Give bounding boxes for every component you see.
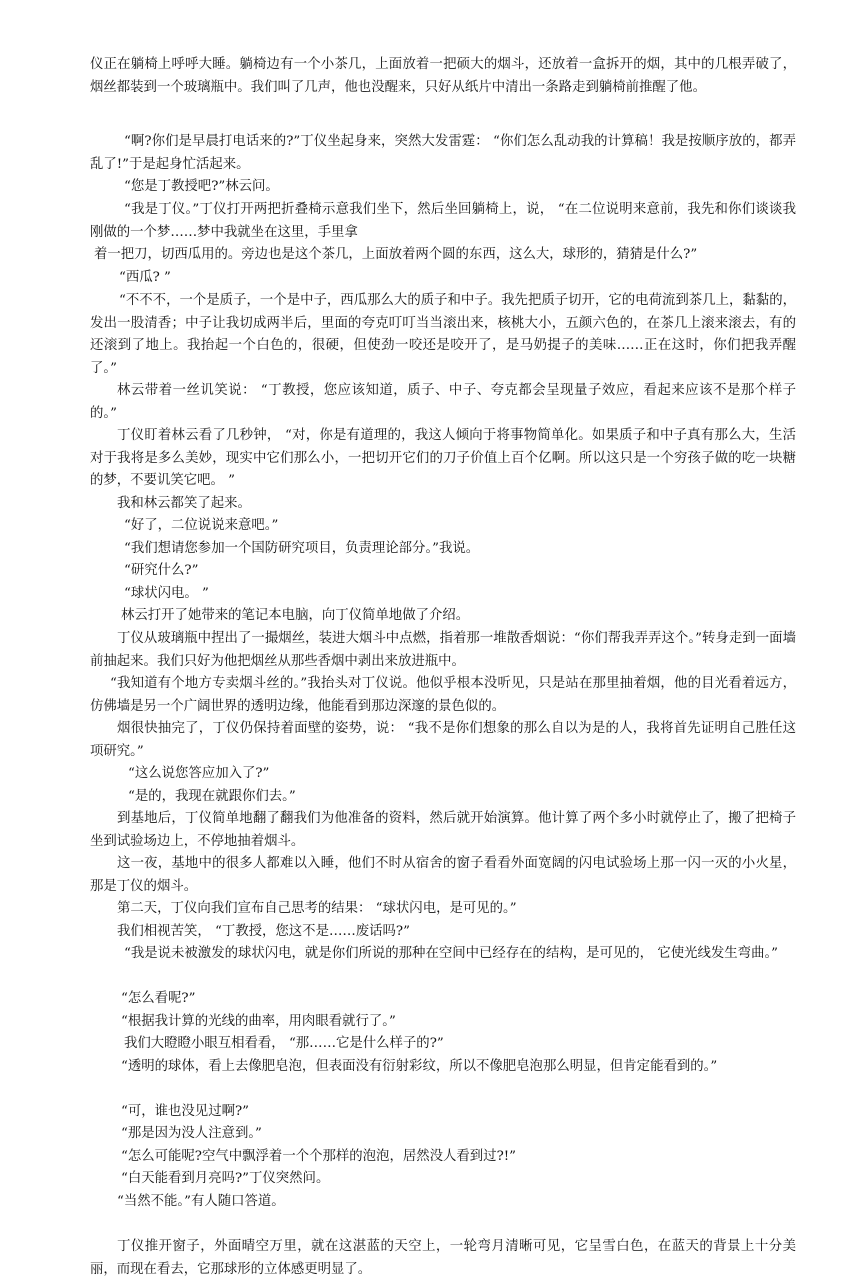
paragraph-19: “这么说您答应加入了?”: [128, 766, 270, 781]
paragraph-33: “白天能看到月亮吗?”丁仪突然问。: [121, 1171, 330, 1186]
paragraph-27: “根据我计算的光线的曲率，用肉眼看就行了。”: [121, 1014, 396, 1029]
paragraph-21: 到基地后，丁仪简单地翻了翻我们为他准备的资料，然后就开始演算。他计算了两个多小时就停止了，搬了把椅子坐到试验场边上，不停地抽着烟斗。: [90, 811, 796, 849]
paragraph-23: 第二天，丁仪向我们宣布自己思考的结果： “球状闪电，是可见的。”: [117, 901, 517, 916]
paragraph-20: “是的，我现在就跟你们去。”: [128, 789, 296, 804]
paragraph-5: 着一把刀，切西瓜用的。旁边也是这个茶几，上面放着两个圆的东西，这么大，球形的，猜猜是什么?”: [94, 247, 698, 262]
paragraph-1: 仪正在躺椅上呼呼大睡。躺椅边有一个小茶几，上面放着一把硕大的烟斗，还放着一盒拆开的烟，其中的几根弄破了，烟丝都装到一个玻璃瓶中。我们叫了几声，他也没醒来，只好从纸片中清出一条路走到躺椅前推醒了他。: [90, 57, 796, 95]
paragraph-8: 林云带着一丝讥笑说： “丁教授，您应该知道，质子、中子、夸克都会呈现量子效应，看起来应该不是那个样子的。”: [90, 383, 796, 421]
paragraph-22: 这一夜，基地中的很多人都难以入睡，他们不时从宿舍的窗子看看外面宽阔的闪电试验场上那一闪一灭的小火星，那是丁仪的烟斗。: [90, 856, 796, 894]
paragraph-26: “怎么看呢?”: [121, 991, 196, 1006]
paragraph-34: “当然不能。”有人随口答道。: [117, 1194, 285, 1209]
paragraph-13: “研究什么?”: [124, 563, 199, 578]
paragraph-28: 我们大瞪瞪小眼互相看看， “那……它是什么样子的?”: [124, 1036, 444, 1051]
paragraph-3: “您是丁教授吧?”林云问。: [124, 179, 279, 194]
paragraph-15: 林云打开了她带来的笔记本电脑，向丁仪简单地做了介绍。: [121, 608, 470, 623]
paragraph-30: “可，谁也没见过啊?”: [121, 1104, 249, 1119]
paragraph-14: “球状闪电。 ”: [124, 586, 209, 601]
paragraph-16: 丁仪从玻璃瓶中捏出了一撮烟丝，装进大烟斗中点燃，指着那一堆散香烟说：“你们帮我弄弄这个。”转身走到一面墙前抽起来。我们只好为他把烟丝从那些香烟中剥出来放进瓶中。: [90, 631, 796, 669]
paragraph-10: 我和林云都笑了起来。: [117, 496, 251, 511]
paragraph-11: “好了，二位说说来意吧。”: [124, 518, 279, 533]
paragraph-2: “啊?你们是早晨打电话来的?”丁仪坐起身来，突然大发雷霆： “你们怎么乱动我的计算稿！我是按顺序放的，都弄乱了!”于是起身忙活起来。: [90, 134, 796, 172]
paragraph-31: “那是因为没人注意到。”: [121, 1126, 262, 1141]
paragraph-17: “我知道有个地方专卖烟斗丝的。”我抬头对丁仪说。他似乎根本没听见，只是站在那里抽着烟，他的目光看着远方，仿佛墙是另一个广阔世界的透明边缘，他能看到那边深邃的景色似的。: [90, 676, 796, 714]
paragraph-4: “我是丁仪。”丁仪打开两把折叠椅示意我们坐下，然后坐回躺椅上，说， “在二位说明来意前，我先和你们谈谈我刚做的一个梦……梦中我就坐在这里，手里拿: [90, 202, 796, 240]
paragraph-29: “透明的球体，看上去像肥皂泡，但表面没有衍射彩纹，所以不像肥皂泡那么明显，但肯定能看到的。”: [121, 1059, 718, 1074]
paragraph-25: “我是说未被激发的球状闪电，就是你们所说的那种在空间中已经存在的结构，是可见的， 它使光线发生弯曲。”: [124, 946, 778, 961]
paragraph-35: 丁仪推开窗子，外面晴空万里，就在这湛蓝的天空上，一轮弯月清晰可见，它呈雪白色，在蓝天的背景上十分美丽，而现在看去，它那球形的立体感更明显了。: [90, 1239, 796, 1277]
paragraph-18: 烟很快抽完了，丁仪仍保持着面壁的姿势，说： “我不是你们想象的那么自以为是的人，我将首先证明自己胜任这项研究。”: [90, 721, 796, 759]
paragraph-12: “我们想请您参加一个国防研究项目，负责理论部分。”我说。: [124, 541, 480, 556]
paragraph-9: 丁仪盯着林云看了几秒钟， “对，你是有道理的，我这人倾向于将事物简单化。如果质子和中子真有那么大，生活对于我将是多么美妙，现实中它们那么小，一把切开它们的刀子价值上百个亿啊。所以这只是一个穷孩子做的吃一块糖的梦，不要讥笑它吧。 ”: [90, 428, 796, 489]
paragraph-7: “不不不，一个是质子，一个是中子，西瓜那么大的质子和中子。我先把质子切开，它的电荷流到茶几上，黏黏的，发出一股清香；中子让我切成两半后，里面的夸克叮叮当当滚出来，核桃大小，五颜六色的，在茶几上滚来滚去，有的还滚到了地上。我抬起一个白色的，很硬，但使劲一咬还是咬开了，是马奶提子的美味……正在这时，你们把我弄醒了。”: [90, 293, 796, 376]
paragraph-6: “西瓜? ”: [119, 270, 171, 285]
paragraph-32: “怎么可能呢?空气中飘浮着一个个那样的泡泡，居然没人看到过?!”: [121, 1149, 516, 1164]
paragraph-24: 我们相视苦笑， “丁教授，您这不是……废话吗?”: [117, 924, 410, 939]
